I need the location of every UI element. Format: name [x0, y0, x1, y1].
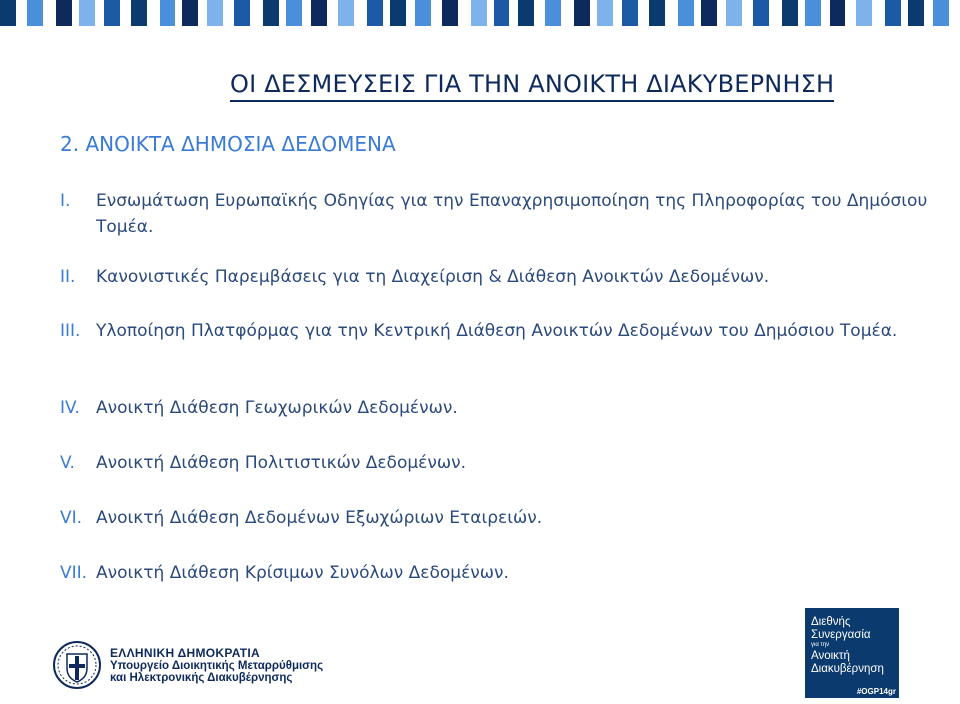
stripe-segment: [147, 0, 160, 26]
stripe-segment: [56, 0, 72, 26]
list-item: [60, 318, 930, 344]
stripe-segment: [286, 0, 302, 26]
list-item: [60, 188, 930, 240]
stripe-segment: [95, 0, 104, 26]
greek-emblem-icon: [52, 640, 102, 690]
ministry-name-line2: και Ηλεκτρονικής Διακυβέρνησης: [110, 672, 293, 684]
stripe-segment: [406, 0, 415, 26]
stripe-segment: [924, 0, 933, 26]
stripe-segment: [207, 0, 223, 26]
stripe-segment: [104, 0, 120, 26]
list-item-number: VI.: [60, 508, 83, 528]
list-item-text: Ανοικτή Διάθεση Κρίσιμων Συνόλων Δεδομένων.: [96, 563, 509, 583]
list-item-number: IV.: [60, 398, 80, 418]
top-decorative-stripe: [0, 0, 960, 26]
stripe-segment: [383, 0, 390, 26]
list-item: [60, 450, 930, 476]
stripe-segment: [338, 0, 354, 26]
stripe-segment: [16, 0, 27, 26]
stripe-segment: [518, 0, 534, 26]
stripe-segment: [120, 0, 131, 26]
list-item-text: Ανοικτή Διάθεση Δεδομένων Εξωχώριων Εταιρειών.: [96, 508, 543, 528]
list-item-text: Ανοικτή Διάθεση Πολιτιστικών Δεδομένων.: [96, 453, 466, 473]
gov-name: ΕΛΛΗΝΙΚΗ ΔΗΜΟΚΡΑΤΙΑ: [110, 646, 260, 660]
logo-text: Συνεργασία: [811, 629, 871, 641]
page-title: ΟΙ ΔΕΣΜΕΥΣΕΙΣ ΓΙΑ ΤΗΝ ΑΝΟΙΚΤΗ ΔΙΑΚΥΒΕΡΝΗΣΗ: [230, 70, 835, 98]
list-item-number: II.: [60, 267, 76, 287]
stripe-segment: [263, 0, 279, 26]
stripe-segment: [701, 0, 717, 26]
list-item-text: Ενσωμάτωση Ευρωπαϊκής Οδηγίας για την Επαναχρησιμοποίηση της Πληροφορίας του Δημόσιου Τομέα.: [96, 191, 928, 237]
stripe-segment: [597, 0, 613, 26]
stripe-segment: [649, 0, 665, 26]
stripe-segment: [856, 0, 872, 26]
stripe-segment: [638, 0, 649, 26]
logo-text: Διεθνής: [811, 616, 851, 628]
stripe-segment: [458, 0, 471, 26]
list-item: [60, 505, 930, 531]
stripe-segment: [753, 0, 769, 26]
stripe-segment: [175, 0, 182, 26]
stripe-segment: [234, 0, 250, 26]
list-item-number: V.: [60, 453, 75, 473]
stripe-segment: [487, 0, 494, 26]
ministry-name-line1: Υπουργείο Διοικητικής Μεταρρύθμισης: [110, 660, 324, 672]
stripe-segment: [182, 0, 198, 26]
stripe-segment: [717, 0, 726, 26]
stripe-segment: [742, 0, 753, 26]
stripe-segment: [198, 0, 207, 26]
section-heading: 2. ΑΝΟΙΚΤΑ ΔΗΜΟΣΙΑ ΔΕΔΟΜΕΝΑ: [60, 132, 396, 156]
stripe-segment: [830, 0, 846, 26]
ogp-logo: [805, 608, 899, 698]
stripe-segment: [509, 0, 518, 26]
stripe-segment: [27, 0, 43, 26]
logo-text: Διακυβέρνηση: [811, 663, 884, 675]
stripe-segment: [390, 0, 406, 26]
list-item-text: Ανοικτή Διάθεση Γεωχωρικών Δεδομένων.: [96, 398, 458, 418]
logo-hashtag: #OGP14gr: [856, 687, 896, 696]
stripe-segment: [415, 0, 431, 26]
stripe-segment: [872, 0, 885, 26]
stripe-segment: [223, 0, 234, 26]
stripe-segment: [622, 0, 638, 26]
stripe-segment: [534, 0, 545, 26]
stripe-segment: [574, 0, 590, 26]
stripe-segment: [354, 0, 367, 26]
stripe-segment: [590, 0, 597, 26]
stripe-segment: [72, 0, 79, 26]
stripe-segment: [494, 0, 510, 26]
stripe-segment: [726, 0, 742, 26]
list-item: [60, 264, 930, 290]
stripe-segment: [250, 0, 263, 26]
logo-text: για την: [811, 642, 830, 648]
stripe-segment: [694, 0, 701, 26]
stripe-segment: [279, 0, 286, 26]
stripe-segment: [160, 0, 176, 26]
list-item-number: III.: [60, 321, 81, 341]
stripe-segment: [471, 0, 487, 26]
stripe-segment: [805, 0, 821, 26]
stripe-segment: [302, 0, 311, 26]
stripe-segment: [769, 0, 782, 26]
stripe-segment: [442, 0, 458, 26]
stripe-segment: [367, 0, 383, 26]
ministry-branding: [52, 640, 323, 690]
stripe-segment: [885, 0, 901, 26]
stripe-segment: [798, 0, 805, 26]
stripe-segment: [782, 0, 798, 26]
stripe-segment: [901, 0, 908, 26]
list-item-number: I.: [60, 191, 71, 211]
stripe-segment: [821, 0, 830, 26]
stripe-segment: [311, 0, 327, 26]
stripe-segment: [327, 0, 338, 26]
logo-text: Ανοικτή: [811, 650, 850, 662]
stripe-segment: [545, 0, 561, 26]
stripe-segment: [908, 0, 924, 26]
stripe-segment: [665, 0, 678, 26]
list-item-text: Υλοποίηση Πλατφόρμας για την Κεντρική Διάθεση Ανοικτών Δεδομένων του Δημόσιου Τομέα.: [96, 321, 898, 341]
stripe-segment: [561, 0, 574, 26]
list-item: [60, 560, 930, 586]
stripe-segment: [431, 0, 442, 26]
list-item-number: VII.: [60, 563, 88, 583]
stripe-segment: [131, 0, 147, 26]
stripe-segment: [949, 0, 960, 26]
list-item-text: Κανονιστικές Παρεμβάσεις για τη Διαχείριση & Διάθεση Ανοικτών Δεδομένων.: [96, 267, 770, 287]
stripe-segment: [845, 0, 856, 26]
stripe-segment: [678, 0, 694, 26]
stripe-segment: [0, 0, 16, 26]
stripe-segment: [933, 0, 949, 26]
stripe-segment: [79, 0, 95, 26]
list-item: [60, 395, 930, 421]
stripe-segment: [43, 0, 56, 26]
stripe-segment: [613, 0, 622, 26]
